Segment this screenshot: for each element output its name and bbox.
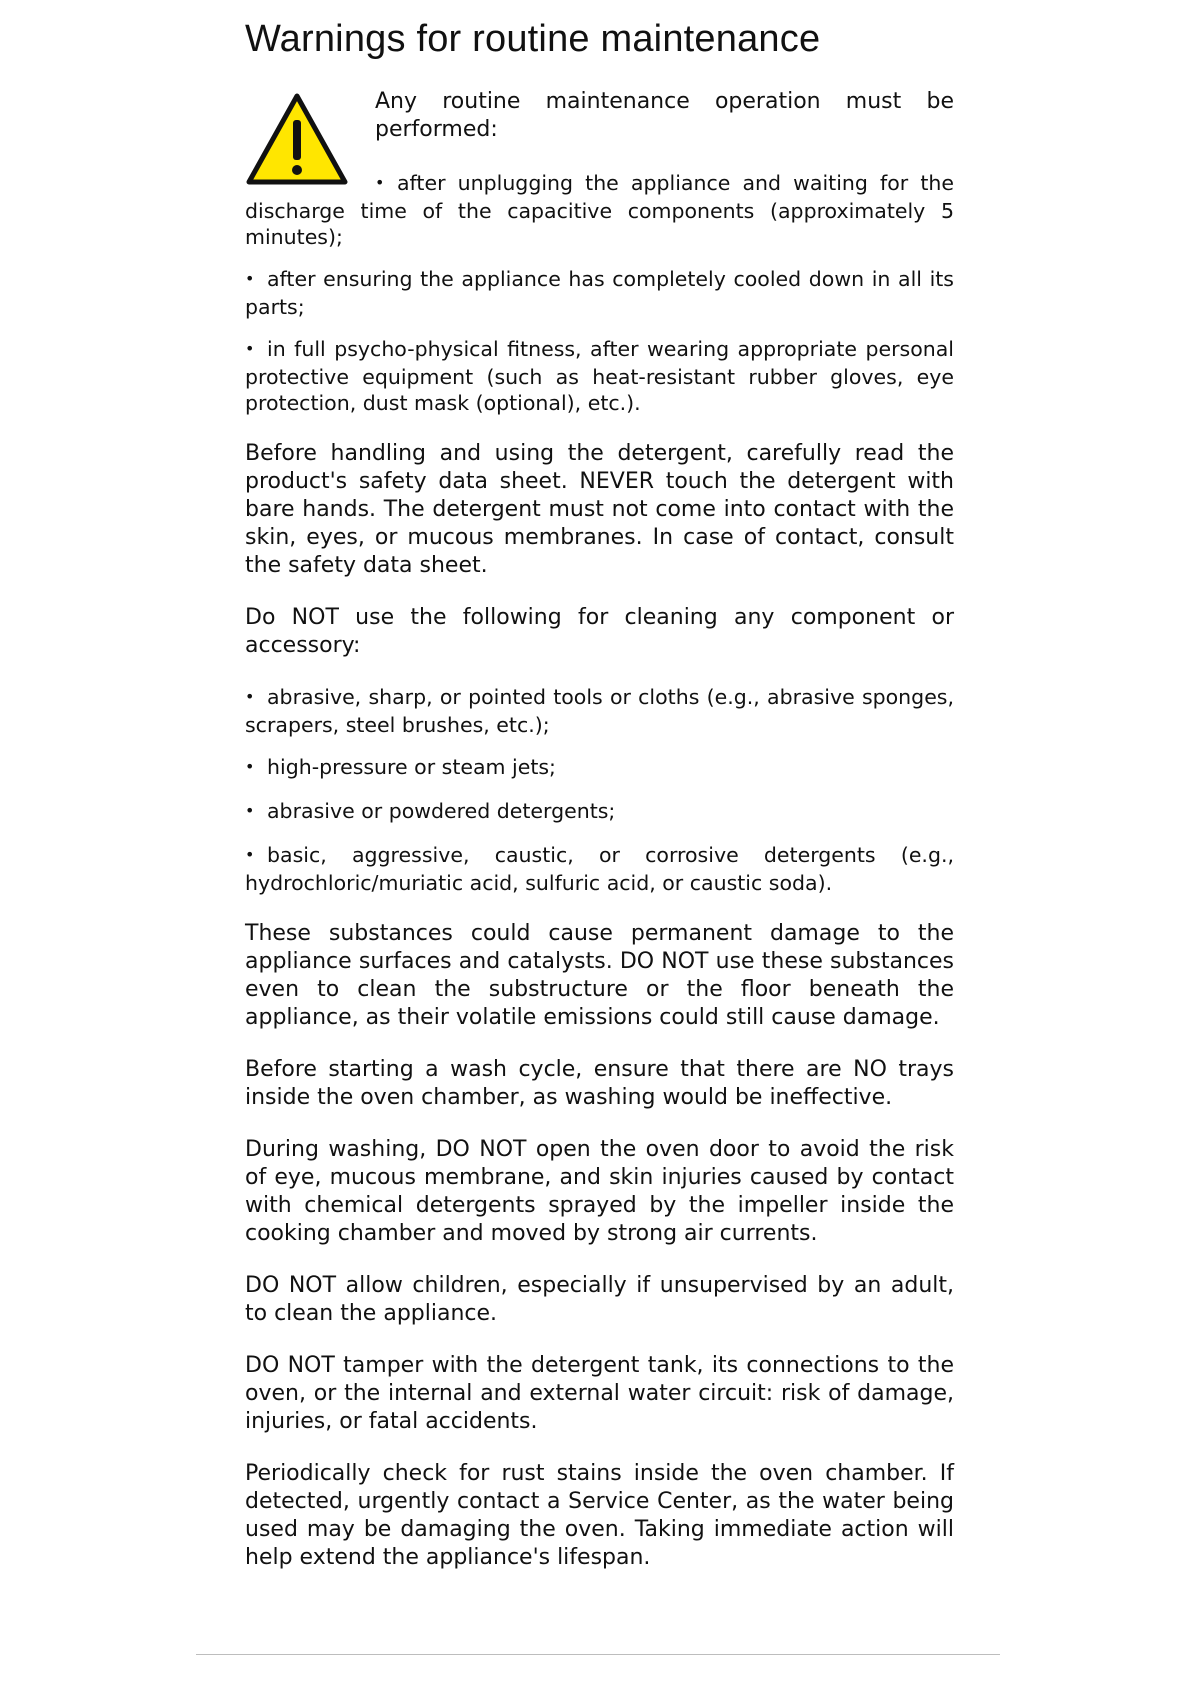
condition-item: • in full psycho-physical fitness, after wearing appropriate personal protective equipment (such as heat-resistant rubber gloves, eye protection, dust mask (optional), etc.).	[245, 336, 954, 415]
prohibited-item: • basic, aggressive, caustic, or corrosive detergents (e.g., hydrochloric/muriatic acid, sulfuric acid, or caustic soda).	[245, 842, 954, 895]
bullet: •	[245, 268, 255, 288]
prohibited-item: • abrasive, sharp, or pointed tools or cloths (e.g., abrasive sponges, scrapers, steel brushes, etc.);	[245, 684, 954, 737]
door-warning-paragraph: During washing, DO NOT open the oven door to avoid the risk of eye, mucous membrane, and skin injuries caused by contact with chemical detergents sprayed by the impeller inside the cooking chamber and moved by strong air currents.	[245, 1136, 954, 1246]
rust-check-paragraph: Periodically check for rust stains inside the oven chamber. If detected, urgently contact a Service Center, as the water being used may be damaging the oven. Taking immediate action will help extend the appliance's lifespan.	[245, 1460, 954, 1570]
children-warning-paragraph: DO NOT allow children, especially if unsupervised by an adult, to clean the appliance.	[245, 1272, 954, 1326]
prohibited-item: • abrasive or powdered detergents;	[245, 798, 616, 823]
wash-cycle-paragraph: Before starting a wash cycle, ensure that there are NO trays inside the oven chamber, as washing would be ineffective.	[245, 1056, 954, 1110]
bullet: •	[245, 686, 255, 706]
bullet: •	[245, 338, 255, 358]
intro-paragraph: Any routine maintenance operation must be performed:	[375, 88, 954, 142]
footer-divider	[196, 1654, 1000, 1655]
detergent-handling-paragraph: Before handling and using the detergent, carefully read the product's safety data sheet. NEVER touch the detergent with bare hands. The detergent must not come into contact with the skin, eyes, or mucous membranes. In case of contact, consult the safety data sheet.	[245, 440, 954, 578]
prohibited-item: • high-pressure or steam jets;	[245, 754, 556, 779]
damage-note-paragraph: These substances could cause permanent damage to the appliance surfaces and catalysts. DO NOT use these substances even to clean the substructure or the floor beneath the appliance, as their volatile emissions could still cause damage.	[245, 920, 954, 1030]
document-page	[245, 18, 954, 1596]
warning-triangle-icon-graphic	[245, 92, 349, 188]
warning-triangle-icon	[245, 92, 349, 188]
bullet: •	[245, 800, 255, 820]
bullet: •	[375, 172, 385, 192]
bullet: •	[245, 756, 255, 776]
page-title: Warnings for routine maintenance	[245, 18, 821, 60]
condition-item: • after unplugging the appliance and waiting for the discharge time of the capacitive components (approximately 5 minutes);	[245, 170, 954, 249]
do-not-use-intro: Do NOT use the following for cleaning any component or accessory:	[245, 604, 954, 658]
tamper-warning-paragraph: DO NOT tamper with the detergent tank, its connections to the oven, or the internal and external water circuit: risk of damage, injuries, or fatal accidents.	[245, 1352, 954, 1434]
bullet: •	[245, 844, 255, 864]
condition-item: • after ensuring the appliance has completely cooled down in all its parts;	[245, 266, 954, 319]
